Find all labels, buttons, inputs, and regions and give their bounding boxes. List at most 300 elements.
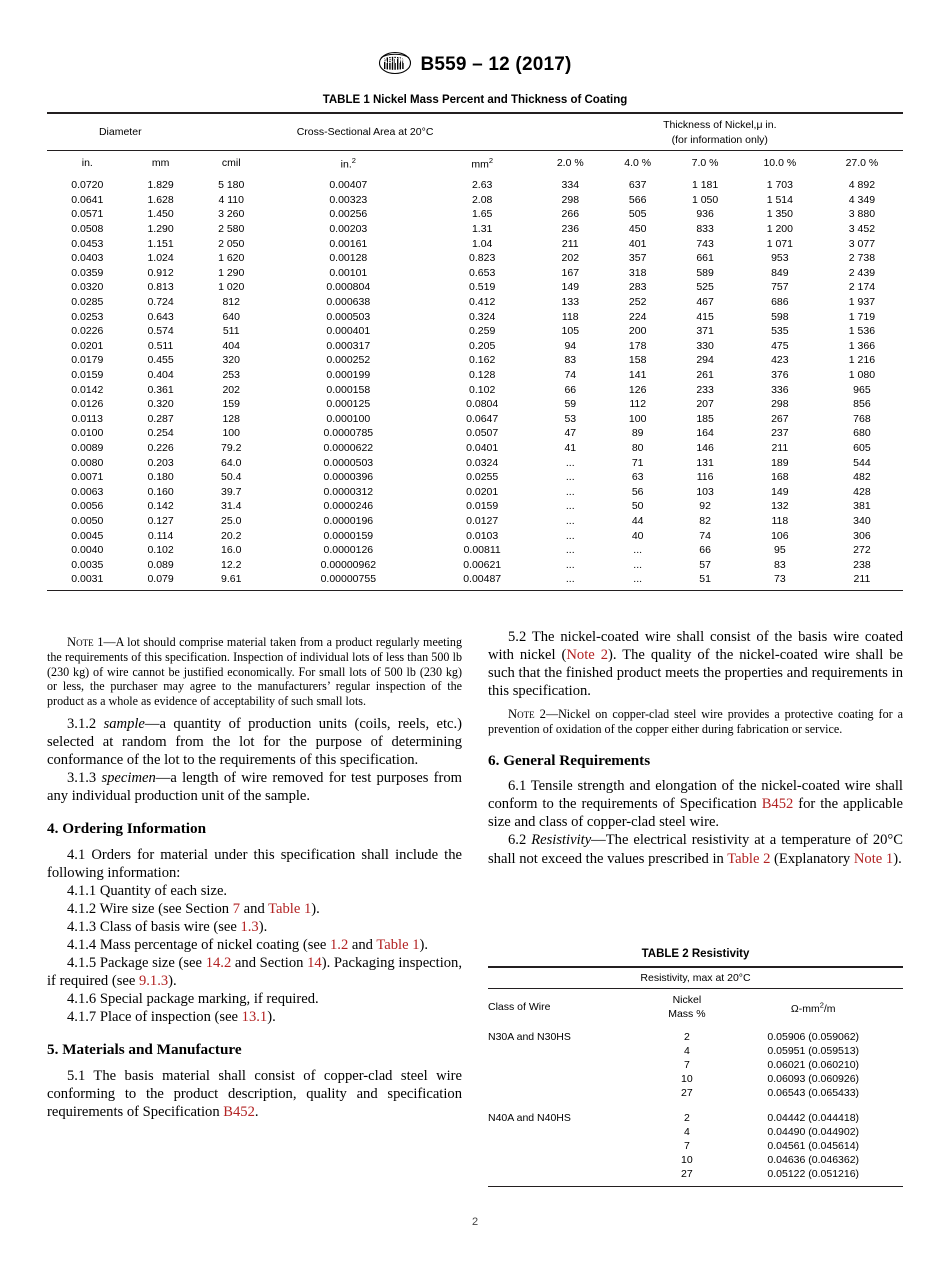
table-cell: 0.102 xyxy=(469,383,496,396)
table-cell: 1 290 xyxy=(218,266,245,279)
table-1-body xyxy=(47,175,903,590)
paragraph-3-1-3 xyxy=(47,769,462,805)
table-cell: 51 xyxy=(671,572,738,590)
table-cell: 505 xyxy=(628,208,647,221)
table-cell: 1 536 xyxy=(848,325,876,338)
table-cell: 2 174 xyxy=(848,281,876,294)
note-1 xyxy=(47,635,462,708)
table-cell: 164 xyxy=(696,427,714,440)
cell-nickel-mass-percent: 2 xyxy=(683,1030,690,1043)
paragraph-4-1-5-text-b: and Section xyxy=(231,955,308,972)
cell-class-of-wire xyxy=(488,1153,650,1167)
table-cell: 74 xyxy=(564,369,577,381)
document-header xyxy=(0,50,950,82)
table-cell: 0.324 xyxy=(469,310,496,323)
table-cell: 953 xyxy=(771,252,789,265)
col-header-mm: mm xyxy=(151,156,170,169)
table-cell: ... xyxy=(565,558,575,571)
table-cell: 267 xyxy=(771,412,789,425)
table-cell: 207 xyxy=(696,398,714,411)
cell-class-of-wire xyxy=(488,1139,650,1153)
table-cell: 158 xyxy=(628,354,647,367)
paragraph-6-2-term: Resistivity xyxy=(531,832,592,849)
svg-text:S: S xyxy=(388,58,394,65)
table-cell: 0.0179 xyxy=(71,354,104,367)
table-row xyxy=(47,456,903,471)
table-cell: 334 xyxy=(561,179,580,192)
table-1-group-header-row xyxy=(47,113,903,151)
xref-section-14[interactable]: 14 xyxy=(307,955,322,972)
svg-text:T: T xyxy=(393,58,399,65)
table-cell: 0.0201 xyxy=(71,339,104,352)
table-cell: 1 719 xyxy=(848,310,876,323)
table-row xyxy=(488,1125,903,1139)
table-row xyxy=(47,280,903,295)
paragraph-5-1-text-a: 5.1 The basis material shall consist of copper-clad steel wire conforming to the product description, quality and specification requirements of Specification xyxy=(47,1067,462,1120)
table-cell: 812 xyxy=(222,296,240,309)
table-cell: 2 439 xyxy=(848,266,876,279)
table-cell: 128 xyxy=(222,412,240,425)
table-cell: 336 xyxy=(771,383,789,396)
table-cell: 0.0255 xyxy=(466,471,499,484)
table-cell: 330 xyxy=(696,339,714,352)
paragraph-6-1 xyxy=(488,777,903,831)
table-cell: 0.00407 xyxy=(329,179,368,192)
table-cell: 0.142 xyxy=(147,500,174,513)
table-cell: 0.000252 xyxy=(326,354,371,367)
table-cell: 0.0320 xyxy=(71,281,104,294)
table-1 xyxy=(47,112,903,591)
col-header-in: in. xyxy=(81,156,93,169)
table-cell: 0.519 xyxy=(469,281,496,294)
table-cell: 0.0045 xyxy=(71,529,104,542)
table-cell: 0.0080 xyxy=(71,456,104,469)
table-cell: 272 xyxy=(853,544,871,557)
table-cell: ... xyxy=(565,529,575,542)
table-cell: 1 181 xyxy=(691,179,719,192)
paragraph-4-1-7-text-a: 4.1.7 Place of inspection (see xyxy=(67,1009,242,1026)
table-cell: 294 xyxy=(696,354,714,367)
table-cell: 0.653 xyxy=(469,266,496,279)
table-cell: 83 xyxy=(773,558,786,571)
table-cell: 0.0063 xyxy=(71,485,104,498)
table-cell: 202 xyxy=(222,383,240,396)
table-cell: 12.2 xyxy=(220,558,242,571)
table-cell: 0.0159 xyxy=(466,500,499,513)
table-cell: 0.912 xyxy=(147,266,174,279)
table-cell: 2 738 xyxy=(848,252,876,265)
cell-class-of-wire xyxy=(488,1125,650,1139)
note-2 xyxy=(488,707,903,737)
table-cell: 320 xyxy=(222,354,240,367)
table-row xyxy=(47,485,903,500)
table-cell: ... xyxy=(565,500,575,513)
table-cell: 0.0113 xyxy=(71,412,103,425)
table-cell: 306 xyxy=(853,529,871,542)
table-cell: 544 xyxy=(853,456,871,469)
table-cell: 3 077 xyxy=(848,237,876,250)
table-1-container xyxy=(47,94,903,591)
table-row xyxy=(47,529,903,544)
table-cell: 141 xyxy=(628,369,647,381)
table-cell: 1 050 xyxy=(691,193,719,206)
paragraph-3-1-3-term: specimen xyxy=(101,770,156,787)
table-cell: 233 xyxy=(696,383,714,396)
table-cell: 0.000199 xyxy=(326,369,371,381)
body-column-right xyxy=(488,628,903,868)
table-cell: 211 xyxy=(821,572,903,590)
table-group-gap xyxy=(488,1101,903,1111)
xref-b452[interactable]: B452 xyxy=(223,1103,255,1120)
table-cell: 1 080 xyxy=(848,369,876,381)
table-cell: 1 216 xyxy=(848,354,876,367)
table-cell: 423 xyxy=(771,354,789,367)
xref-note-2[interactable]: Note 2 xyxy=(566,647,609,664)
table-cell: 0.0226 xyxy=(71,325,104,338)
table-cell: 0.00000755 xyxy=(269,572,428,590)
table-cell: 5 180 xyxy=(218,179,245,192)
table-row xyxy=(488,1167,903,1186)
table-cell: 0.0647 xyxy=(466,412,499,425)
table-cell: 1.628 xyxy=(147,193,174,206)
table-row xyxy=(488,1026,903,1044)
table-2 xyxy=(488,966,903,1187)
xref-b452-b[interactable]: B452 xyxy=(761,796,794,813)
table-cell: 381 xyxy=(853,500,871,513)
col-header-ohm-mm2-m: $\Omega-mm^2/m$ xyxy=(790,1000,836,1016)
table-cell: 1 366 xyxy=(848,339,876,352)
table-cell: 357 xyxy=(628,252,647,265)
table-row xyxy=(488,1044,903,1058)
xref-1-3[interactable]: 1.3 xyxy=(240,919,259,936)
table-cell: ... xyxy=(565,456,575,469)
table-cell: 1 620 xyxy=(218,252,245,265)
table-cell: 0.114 xyxy=(147,529,174,542)
table-cell: 149 xyxy=(561,281,580,294)
group-header-thickness-subtitle: (for information only) xyxy=(671,133,768,146)
paragraph-3-1-2-text: —a quantity of production units (coils, reels, etc.) selected at random from the lot for the purpose of determining conformance of the lot to the requirements of this specification. xyxy=(47,716,462,769)
table-cell: 74 xyxy=(699,529,711,542)
table-cell: 598 xyxy=(771,310,789,323)
table-cell: 0.0285 xyxy=(71,296,104,309)
table-cell: 0.823 xyxy=(469,252,496,265)
xref-9-1-3[interactable]: 9.1.3 xyxy=(138,973,169,990)
table-cell: 63 xyxy=(631,471,644,484)
table-cell: 200 xyxy=(628,325,647,338)
table-cell: 71 xyxy=(631,456,644,469)
table-2-column-header-row xyxy=(488,989,903,1026)
cell-nickel-mass-percent: 10 xyxy=(681,1154,693,1167)
table-cell: 20.2 xyxy=(220,529,242,542)
note-2-label: Note 2 xyxy=(508,707,546,722)
table-cell: 4 349 xyxy=(848,193,876,206)
table-row xyxy=(488,1153,903,1167)
paragraph-4-1: 4.1 Orders for material under this specification shall include the following information: xyxy=(47,846,462,881)
paragraph-4-1-3 xyxy=(47,918,462,936)
table-cell: 3 260 xyxy=(218,208,245,221)
table-cell: 589 xyxy=(696,266,714,279)
table-cell: 0.0031 xyxy=(47,572,128,590)
table-1-column-header-row xyxy=(47,151,903,176)
paragraph-4-1-1: 4.1.1 Quantity of each size. xyxy=(67,882,228,899)
table-cell: 83 xyxy=(564,354,577,367)
table-cell: 100 xyxy=(222,427,240,440)
table-cell: 0.000401 xyxy=(326,325,371,338)
table-cell: 0.160 xyxy=(147,485,174,498)
table-cell: 9.61 xyxy=(194,572,269,590)
table-cell: 1 200 xyxy=(766,223,793,236)
table-cell: 511 xyxy=(222,325,240,338)
table-cell: 118 xyxy=(771,514,789,527)
table-cell: 1 514 xyxy=(766,193,793,206)
paragraph-3-1-2-number: 3.1.2 xyxy=(67,716,97,733)
table-cell: 0.643 xyxy=(147,310,174,323)
table-cell: 1.829 xyxy=(147,179,174,192)
table-row xyxy=(47,441,903,456)
cell-class-of-wire xyxy=(488,1167,650,1186)
table-cell: 467 xyxy=(696,296,714,309)
table-row xyxy=(47,339,903,354)
cell-class-of-wire xyxy=(488,1072,650,1086)
paragraph-4-1-3-text-b: ). xyxy=(258,919,268,936)
paragraph-6-2-text-a: —The electrical resistivity at a temperature of 20°C shall not exceed the values prescribed in xyxy=(488,832,903,867)
table-cell: 66 xyxy=(699,544,711,557)
xref-1-2[interactable]: 1.2 xyxy=(330,937,349,954)
cell-resistivity: 0.05951 (0.059513) xyxy=(767,1044,860,1057)
svg-text:M: M xyxy=(399,58,406,65)
table-cell: 0.00621 xyxy=(463,558,502,571)
table-cell: 167 xyxy=(561,266,580,279)
col-header-nickel-mass-sub: Mass % xyxy=(668,1008,706,1021)
table-cell: 0.000100 xyxy=(326,412,371,425)
table-row xyxy=(488,1139,903,1153)
table-cell: 0.00256 xyxy=(329,208,368,221)
table-row xyxy=(47,251,903,266)
col-header-mm2: $mm^2$ xyxy=(471,156,493,171)
table-cell: 224 xyxy=(628,310,647,323)
paragraph-4-1-3-text-a: 4.1.3 Class of basis wire (see xyxy=(67,919,241,936)
table-cell: 0.000804 xyxy=(326,281,371,294)
table-cell: 0.0040 xyxy=(71,544,104,557)
body-column-left xyxy=(47,628,462,1121)
xref-14-2[interactable]: 14.2 xyxy=(205,955,232,972)
table-cell: 0.089 xyxy=(147,558,174,571)
table-cell: 189 xyxy=(771,456,789,469)
table-row xyxy=(47,383,903,398)
xref-table-2[interactable]: Table 2 xyxy=(727,850,771,867)
table-cell: ... xyxy=(565,471,575,484)
table-cell: 0.162 xyxy=(469,354,496,367)
table-row xyxy=(488,1086,903,1100)
paragraph-4-1-4 xyxy=(47,936,462,954)
paragraph-3-1-2 xyxy=(47,715,462,769)
table-cell: 66 xyxy=(564,383,577,396)
table-cell: 0.0000785 xyxy=(323,427,374,440)
table-cell: 0.0324 xyxy=(466,456,499,469)
paragraph-4-1-2-text-a: 4.1.2 Wire size (see Section xyxy=(67,901,233,917)
table-cell: 0.724 xyxy=(147,296,174,309)
table-cell: 47 xyxy=(564,427,577,440)
table-cell: 1.290 xyxy=(147,223,174,236)
table-cell: 0.205 xyxy=(469,339,496,352)
paragraph-4-1-5-text-c: ). Packaging inspection, if required (see xyxy=(47,955,463,990)
table-cell: 237 xyxy=(771,427,789,440)
col-header-nickel-mass: Nickel Mass % xyxy=(668,994,706,1021)
table-row xyxy=(47,193,903,208)
table-cell: 0.079 xyxy=(128,572,194,590)
table-cell: 0.0142 xyxy=(71,383,104,396)
xref-13-1[interactable]: 13.1 xyxy=(241,1009,268,1026)
cell-nickel-mass-percent: 10 xyxy=(681,1073,693,1086)
xref-note-1[interactable]: Note 1 xyxy=(853,850,894,867)
table-row xyxy=(47,295,903,310)
col-header-in2: in.$^2$ xyxy=(340,156,356,171)
table-cell: 376 xyxy=(771,369,789,381)
table-cell: 0.0000126 xyxy=(323,544,374,557)
table-cell: 535 xyxy=(771,325,789,338)
col-header-27pct: 27.0 % xyxy=(845,156,879,169)
table-cell: 0.0103 xyxy=(466,529,499,542)
table-cell: 0.00128 xyxy=(329,252,368,265)
table-2-body xyxy=(488,1026,903,1187)
table-cell: 1.65 xyxy=(471,208,493,221)
table-cell: 53 xyxy=(564,412,577,425)
table-cell: 1 703 xyxy=(766,179,793,192)
table-2-title: TABLE 2 Resistivity xyxy=(641,948,750,960)
table-cell: 0.000503 xyxy=(326,310,371,323)
table-cell: 371 xyxy=(696,325,714,338)
table-cell: 116 xyxy=(696,471,714,484)
table-cell: 112 xyxy=(629,398,647,411)
cell-nickel-mass-percent: 4 xyxy=(683,1125,690,1138)
table-cell: 1 937 xyxy=(848,296,876,309)
table-cell: 0.0035 xyxy=(71,558,104,571)
table-cell: 415 xyxy=(696,310,714,323)
table-cell: 965 xyxy=(853,383,871,396)
table-row xyxy=(47,368,903,383)
table-cell: 680 xyxy=(853,427,871,440)
table-cell: 340 xyxy=(853,514,871,527)
table-cell: 0.361 xyxy=(147,383,174,396)
table-cell: 298 xyxy=(771,398,789,411)
table-cell: 0.259 xyxy=(469,325,496,338)
table-cell: 0.0401 xyxy=(466,441,499,454)
table-cell: 0.0126 xyxy=(71,398,104,411)
table-cell: 0.000317 xyxy=(326,339,371,352)
table-cell: 1 350 xyxy=(766,208,793,221)
table-cell: 0.813 xyxy=(147,281,174,294)
table-cell: 401 xyxy=(628,237,647,250)
table-row xyxy=(47,397,903,412)
cell-resistivity: 0.06021 (0.060210) xyxy=(767,1059,860,1072)
table-cell: ... xyxy=(537,572,604,590)
table-cell: 2 050 xyxy=(218,237,245,250)
cell-resistivity: 0.04636 (0.046362) xyxy=(767,1154,860,1167)
table-cell: 936 xyxy=(696,208,714,221)
paragraph-5-2-text-a: 5.2 The nickel-coated wire shall consist of the basis wire coated with nickel ( xyxy=(488,629,903,664)
table-row xyxy=(47,266,903,281)
paragraph-4-1-5-text-a: 4.1.5 Package size (see xyxy=(67,955,206,972)
table-row xyxy=(47,499,903,514)
table-cell: 106 xyxy=(771,529,789,542)
table-cell: 0.0000622 xyxy=(323,441,374,454)
table-cell: 105 xyxy=(561,325,580,338)
xref-table-1[interactable]: Table 1 xyxy=(268,901,312,917)
cell-class-of-wire: N40A and N40HS xyxy=(488,1111,571,1124)
col-header-7pct: 7.0 % xyxy=(691,156,719,169)
xref-table-1-b[interactable]: Table 1 xyxy=(376,937,420,954)
table-cell: 92 xyxy=(699,500,711,513)
table-cell: 0.287 xyxy=(147,412,174,425)
table-cell: 0.0071 xyxy=(71,471,104,484)
table-cell: 1.024 xyxy=(147,252,174,265)
table-row xyxy=(47,237,903,252)
table-row xyxy=(47,412,903,427)
table-row xyxy=(47,470,903,485)
xref-section-7[interactable]: 7 xyxy=(232,901,241,917)
table-cell: 2 580 xyxy=(218,223,245,236)
table-cell: 0.0571 xyxy=(71,208,104,221)
table-cell: 566 xyxy=(628,193,647,206)
cell-resistivity: 0.06093 (0.060926) xyxy=(767,1073,860,1086)
paragraph-4-1-4-text-b: and xyxy=(348,937,377,954)
paragraph-6-1-text-b: for the applicable size and class of copper-clad steel wire. xyxy=(488,796,903,831)
table-cell: 0.0050 xyxy=(71,514,104,527)
note-1-text: —A lot should comprise material taken from a product regularly meeting the requirements of this specification. Inspection of individual lots of less than 500 lb (230 kg) of wire cannot be justified economically. For small lots of 500 lb (230 kg) or less, the purchaser may agree to the manufacturers’ regular inspection of the product as a whole as evidence of acceptability of such small lots. xyxy=(47,635,462,708)
table-cell: 0.0508 xyxy=(71,223,104,236)
table-cell: 80 xyxy=(631,441,644,454)
table-cell: 159 xyxy=(222,398,240,411)
table-cell: 757 xyxy=(771,281,789,294)
table-row xyxy=(47,207,903,222)
table-cell: ... xyxy=(565,544,575,557)
table-cell: 0.0000503 xyxy=(323,456,374,469)
cell-class-of-wire xyxy=(488,1058,650,1072)
section-5-heading: 5. Materials and Manufacture xyxy=(47,1041,242,1059)
table-cell: 0.180 xyxy=(147,471,174,484)
table-cell: 0.455 xyxy=(147,354,174,367)
table-cell: 266 xyxy=(561,208,580,221)
table-cell: 0.0507 xyxy=(466,427,499,440)
table-cell: 0.00203 xyxy=(329,223,368,236)
table-cell: 253 xyxy=(222,369,240,381)
table-cell: 0.0100 xyxy=(71,427,104,440)
table-cell: 0.511 xyxy=(147,339,174,352)
table-cell: 3 452 xyxy=(848,223,876,236)
cell-resistivity: 0.05906 (0.059062) xyxy=(767,1030,860,1043)
table-cell: 50 xyxy=(631,500,644,513)
paragraph-5-2 xyxy=(488,628,903,700)
table-2-span-header: Resistivity, max at 20°C xyxy=(640,972,751,984)
table-cell: 0.00323 xyxy=(329,193,368,206)
table-cell: 0.574 xyxy=(147,325,174,338)
table-cell: 4 110 xyxy=(218,193,244,206)
table-cell: 768 xyxy=(853,412,871,425)
table-cell: 261 xyxy=(696,369,714,381)
paragraph-4-1-4-text-a: 4.1.4 Mass percentage of nickel coating (see xyxy=(67,937,330,954)
table-cell: 236 xyxy=(561,223,580,236)
table-cell: 185 xyxy=(696,412,714,425)
table-cell: 856 xyxy=(853,398,871,411)
paragraph-3-1-3-text: —a length of wire removed for test purposes from any individual production unit of the sample. xyxy=(47,770,462,805)
table-cell: 0.0159 xyxy=(71,369,104,381)
table-cell: 40 xyxy=(631,529,644,542)
svg-text:A: A xyxy=(383,58,389,65)
table-cell: 0.0000312 xyxy=(323,485,374,498)
table-cell: ... xyxy=(565,485,575,498)
table-cell: 0.128 xyxy=(469,369,496,381)
table-cell: ... xyxy=(604,572,671,590)
